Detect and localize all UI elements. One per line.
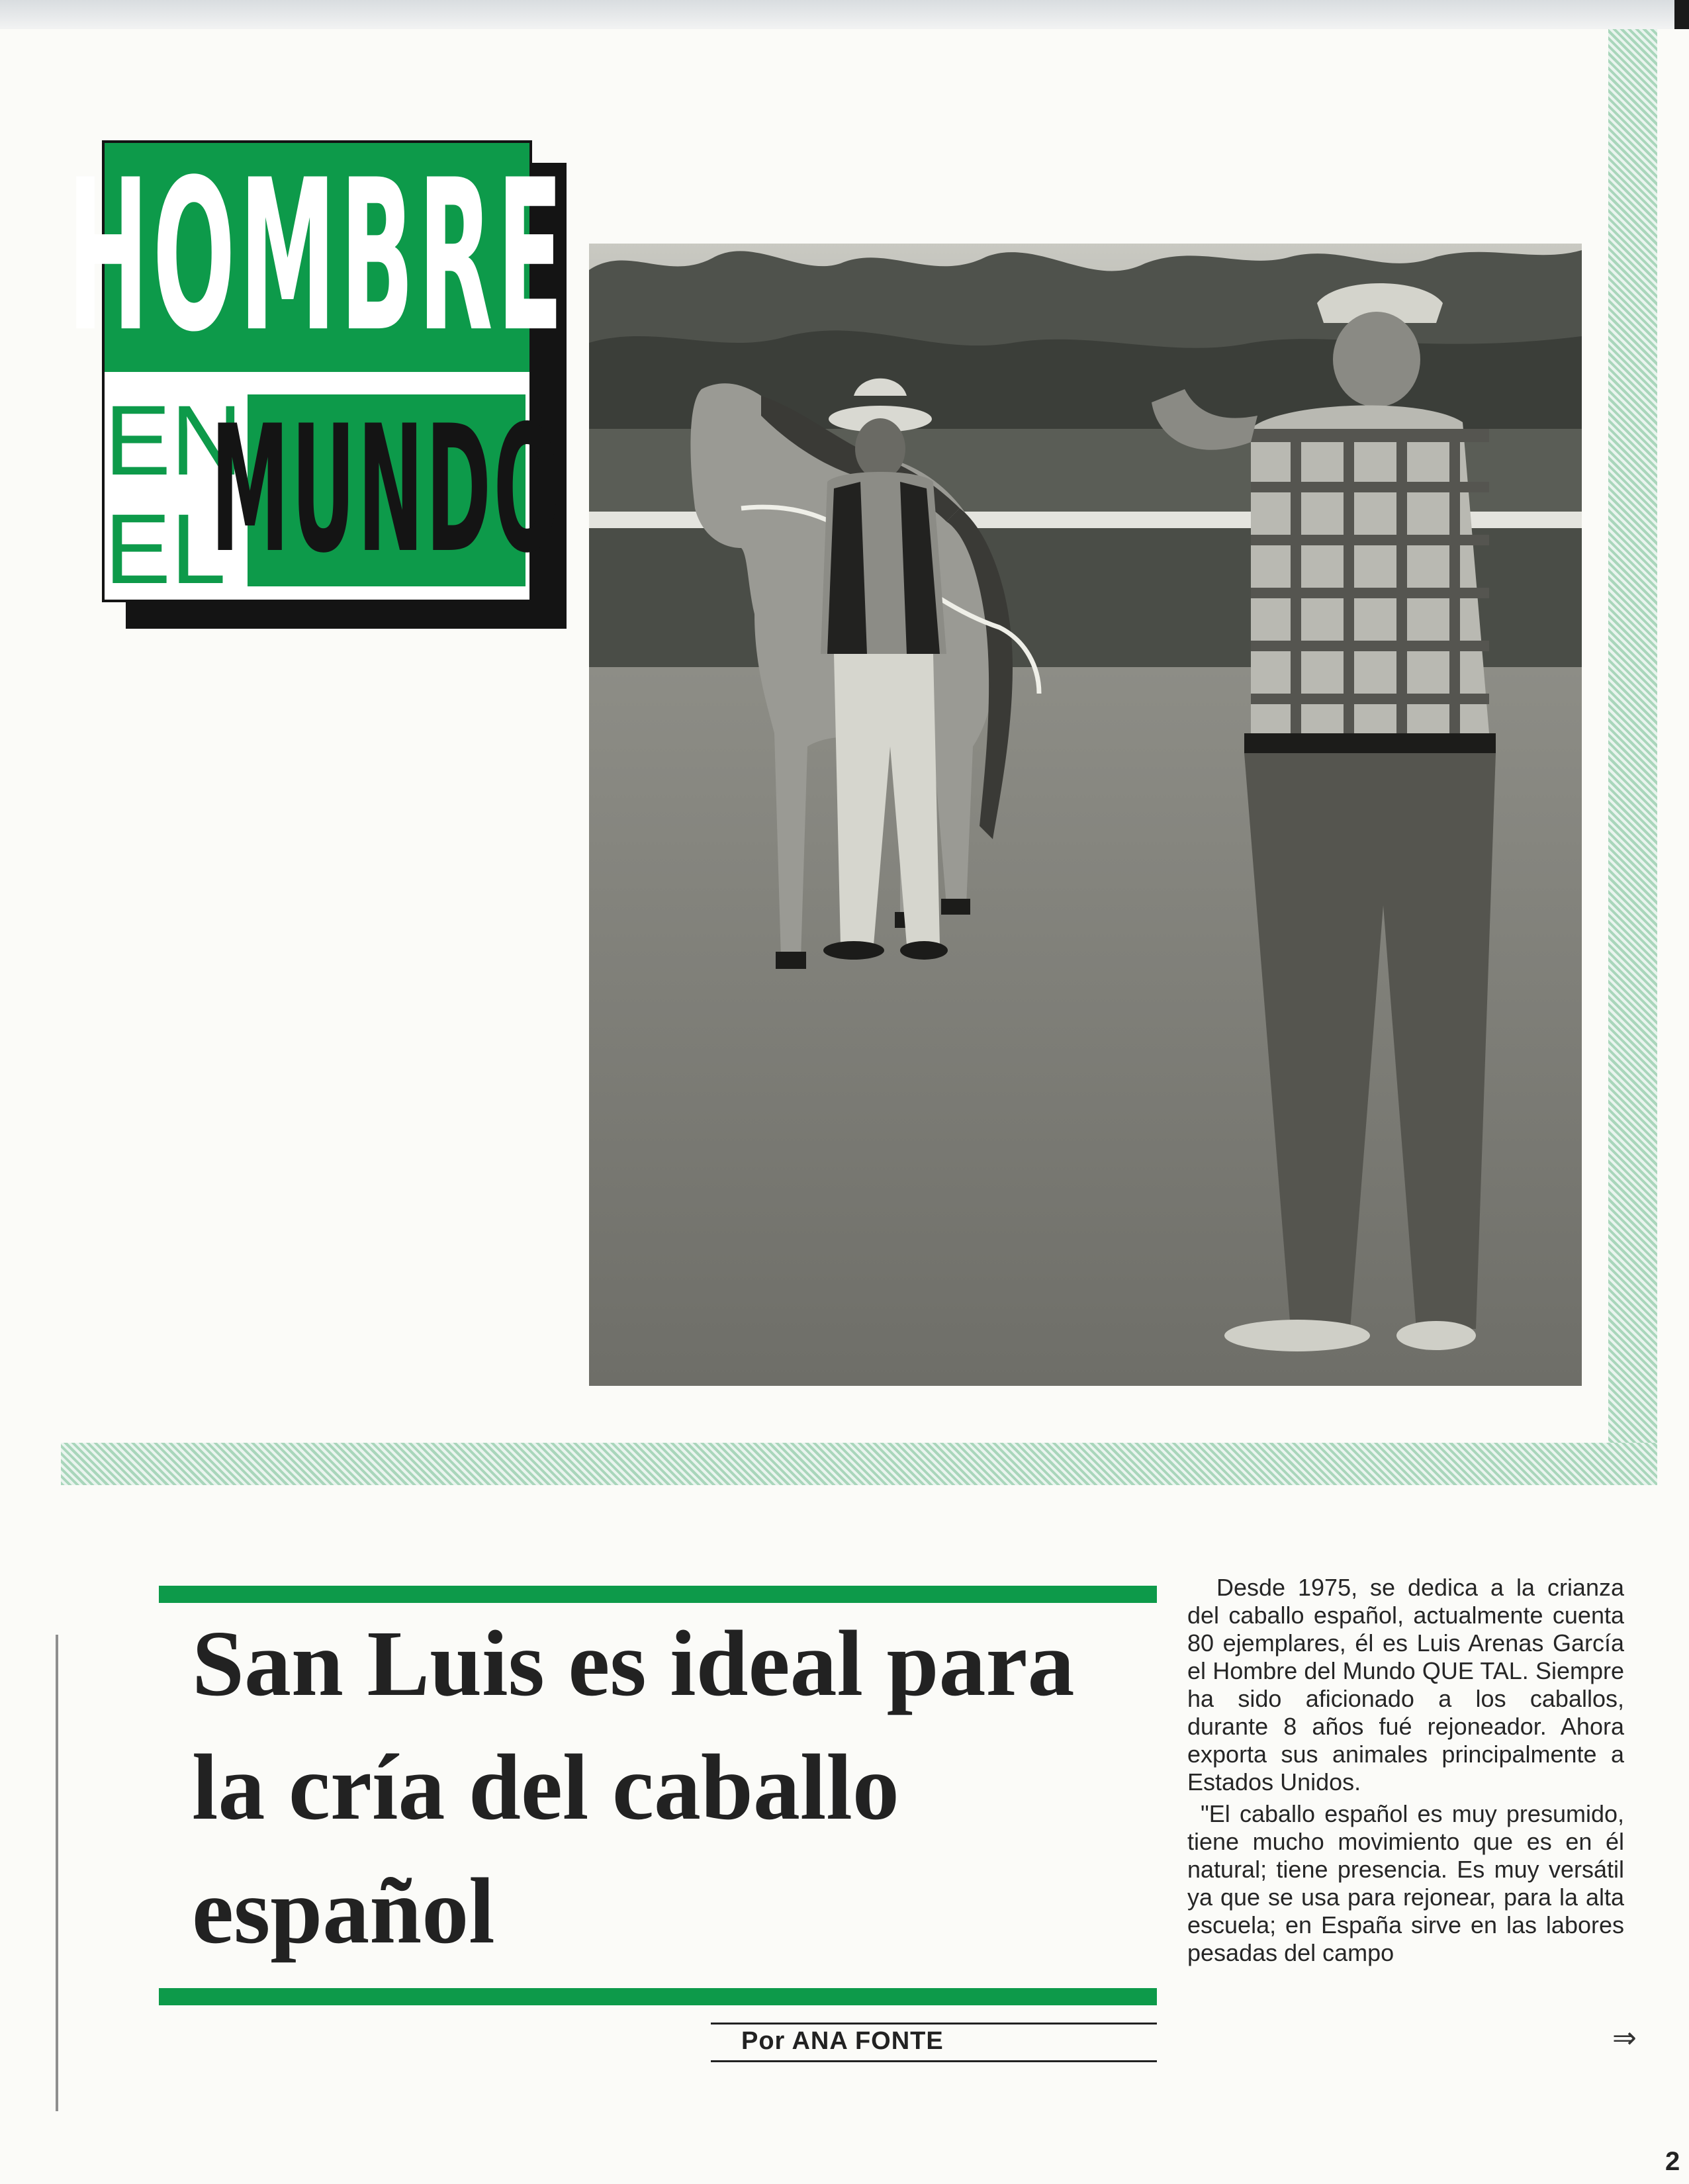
- logo-mundo-text: MUNDO: [210, 388, 563, 592]
- article-paragraph-2: "El caballo español es muy presumido, tiene mucho movimiento que es en él natural; tiene presencia. Es muy versátil ya que se usa para rejonear, para la alta escuela; en España sirve en las labores pesadas del campo: [1187, 1800, 1624, 1966]
- headline-rule-top: [159, 1586, 1157, 1603]
- scan-corner-mark: [1674, 0, 1689, 29]
- horse-and-men-photo: [589, 244, 1582, 1386]
- green-halftone-frame-bottom: [61, 1443, 1657, 1485]
- article-headline: San Luis es ideal para la cría del caballo español: [192, 1611, 1075, 1963]
- logo-en-text: EN: [105, 385, 243, 496]
- byline-text: Por ANA FONTE: [741, 2027, 944, 2055]
- binding-line: [56, 1635, 58, 2111]
- logo-mundo-block: [210, 388, 563, 592]
- logo-hombre-block: [67, 136, 567, 379]
- headline-rule-bottom: [159, 1988, 1157, 2005]
- continue-arrow-icon: ⇒: [1612, 2021, 1637, 2055]
- byline-box: [711, 2023, 1157, 2062]
- logo-hombre-text: HOMBRE: [67, 136, 567, 379]
- article-paragraph-1: Desde 1975, se dedica a la crianza del caballo español, actualmente cuenta 80 ejemplares, él es Luis Arenas García el Hombre del Mundo QUE TAL. Siempre ha sido aficionado a los caballos, durante 8 años fué rejoneador. Ahora exporta sus animales principalmente a Estados Unidos.: [1187, 1574, 1624, 1796]
- article-body-column: [1187, 1574, 1624, 1967]
- logo-el-text: EL: [105, 493, 226, 604]
- article-photo: [589, 244, 1582, 1386]
- scan-top-edge: [0, 0, 1689, 29]
- page-number: 2: [1665, 2147, 1680, 2176]
- green-halftone-frame-right: [1608, 29, 1657, 1485]
